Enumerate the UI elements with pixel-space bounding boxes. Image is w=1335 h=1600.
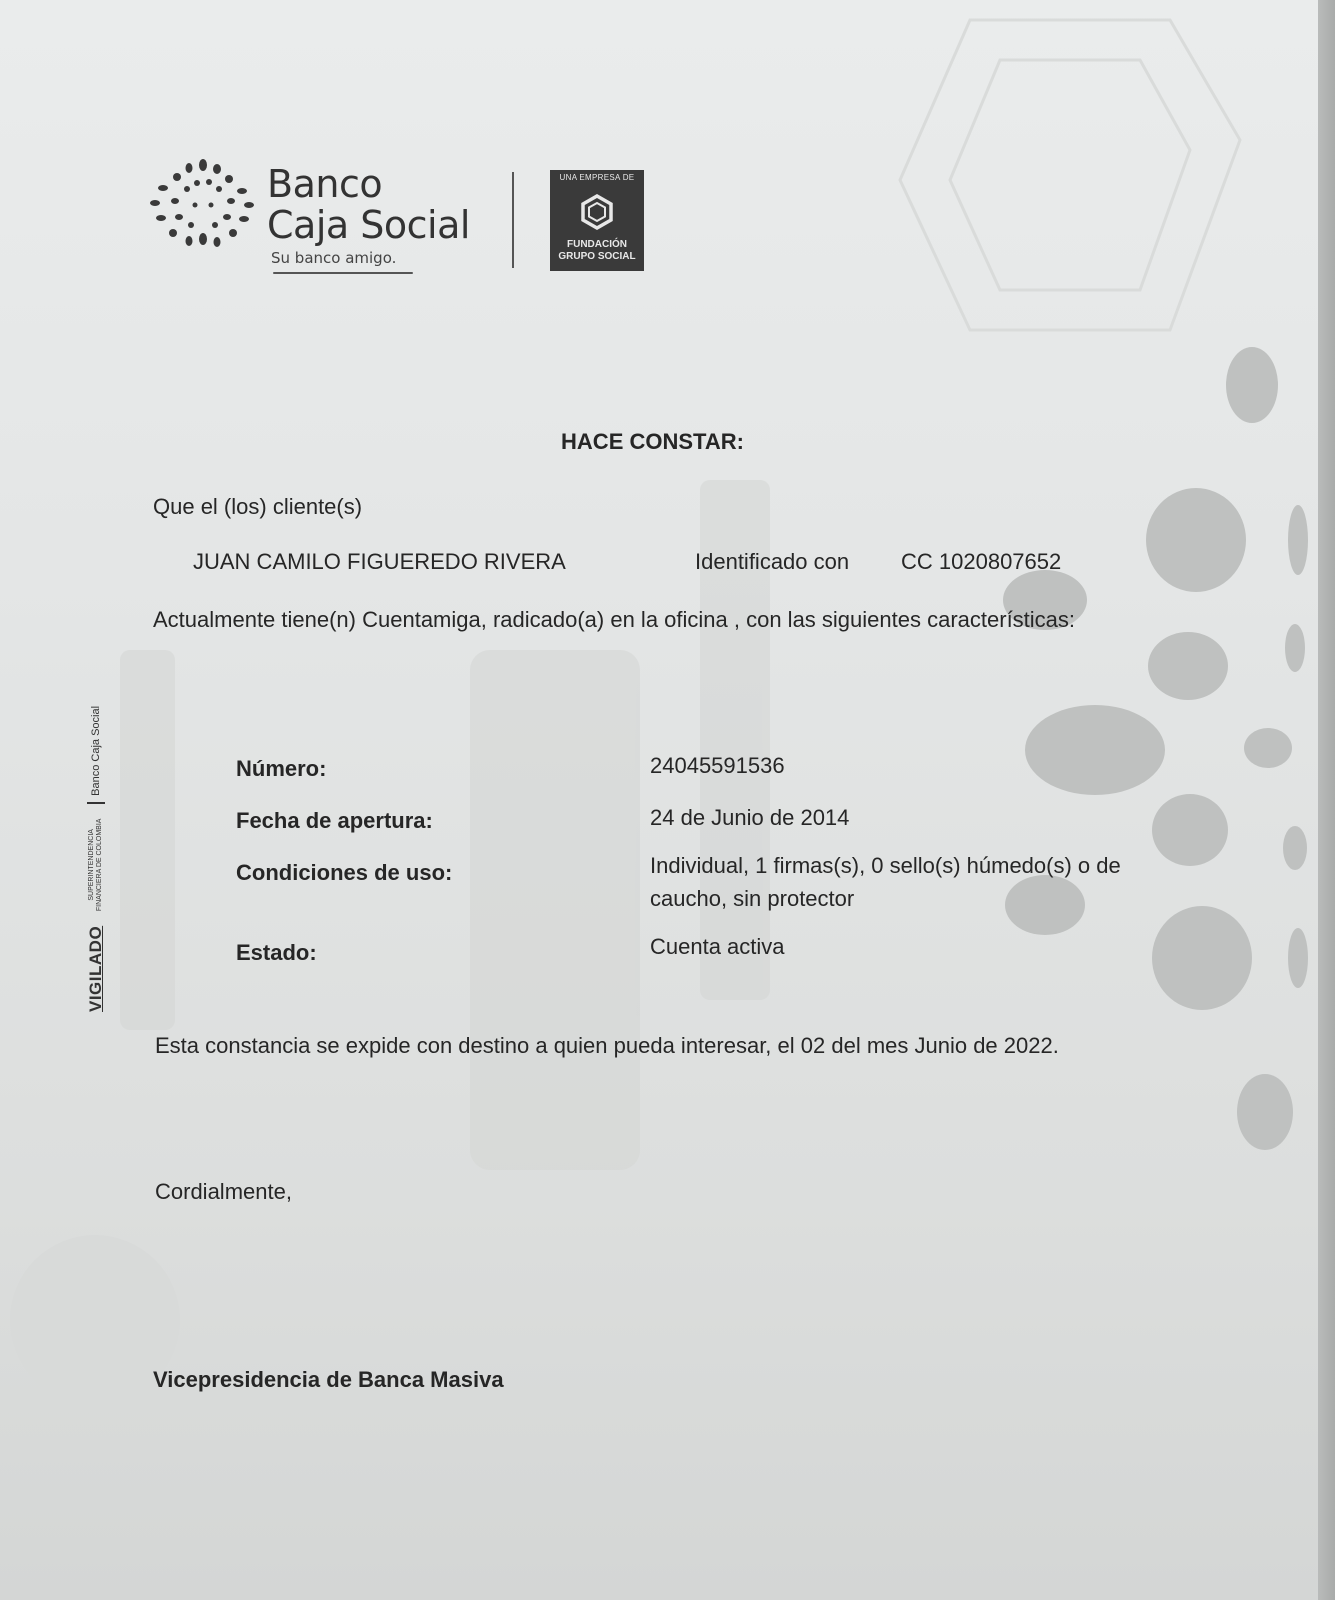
regulator-side-note xyxy=(86,706,106,1012)
field-value-condiciones: Individual, 1 firmas(s), 0 sello(s) húmedo(s) o de caucho, sin protector xyxy=(650,853,1121,911)
logo-divider xyxy=(512,172,514,268)
fundacion-name xyxy=(550,239,644,263)
signer: Vicepresidencia de Banca Masiva xyxy=(153,1367,504,1392)
field-value-fecha: 24 de Junio de 2014 xyxy=(650,805,850,830)
brand-dots-icon xyxy=(145,155,255,255)
field-label-condiciones: Condiciones de uso: xyxy=(236,860,453,885)
regards: Cordialmente, xyxy=(155,1179,292,1204)
account-description: Actualmente tiene(n) Cuentamiga, radicado(a) en la oficina , con las siguientes características: xyxy=(153,607,1076,632)
field-label-numero: Número: xyxy=(236,756,327,781)
fundacion-line-1: FUNDACIÓN xyxy=(567,239,627,250)
field-label-estado: Estado: xyxy=(236,940,317,965)
fundacion-logo xyxy=(550,170,644,271)
identified-label: Identificado con xyxy=(695,549,850,574)
hexagon-icon xyxy=(579,194,615,230)
letter-intro: Que el (los) cliente(s) xyxy=(153,494,363,519)
side-note-separator xyxy=(87,802,105,804)
letter-heading: HACE CONSTAR: xyxy=(561,429,744,454)
brand-line-2: Caja Social xyxy=(267,203,470,247)
client-name: JUAN CAMILO FIGUEREDO RIVERA xyxy=(193,549,566,574)
brand-line-1: Banco xyxy=(267,162,383,206)
vigilado-label: VIGILADO xyxy=(86,925,105,1012)
fundacion-top-text: UNA EMPRESA DE xyxy=(559,173,635,182)
identified-value: CC 1020807652 xyxy=(901,549,1062,574)
regulator-name: SUPERINTENDENCIA FINANCIERA DE COLOMBIA xyxy=(88,818,103,912)
field-label-fecha: Fecha de apertura: xyxy=(236,808,433,833)
fundacion-line-2: GRUPO SOCIAL xyxy=(558,251,636,262)
field-value-estado: Cuenta activa xyxy=(650,934,785,959)
tagline-underline xyxy=(273,272,413,274)
page-edge-shadow xyxy=(1318,0,1335,1600)
brand-name xyxy=(267,164,470,246)
closing-statement: Esta constancia se expide con destino a quien pueda interesar, el 02 del mes Junio de 2022. xyxy=(155,1033,1059,1058)
field-value-numero: 24045591536 xyxy=(650,753,785,778)
brand-tagline: Su banco amigo. xyxy=(271,249,397,267)
side-note-bank: Banco Caja Social xyxy=(90,705,102,796)
